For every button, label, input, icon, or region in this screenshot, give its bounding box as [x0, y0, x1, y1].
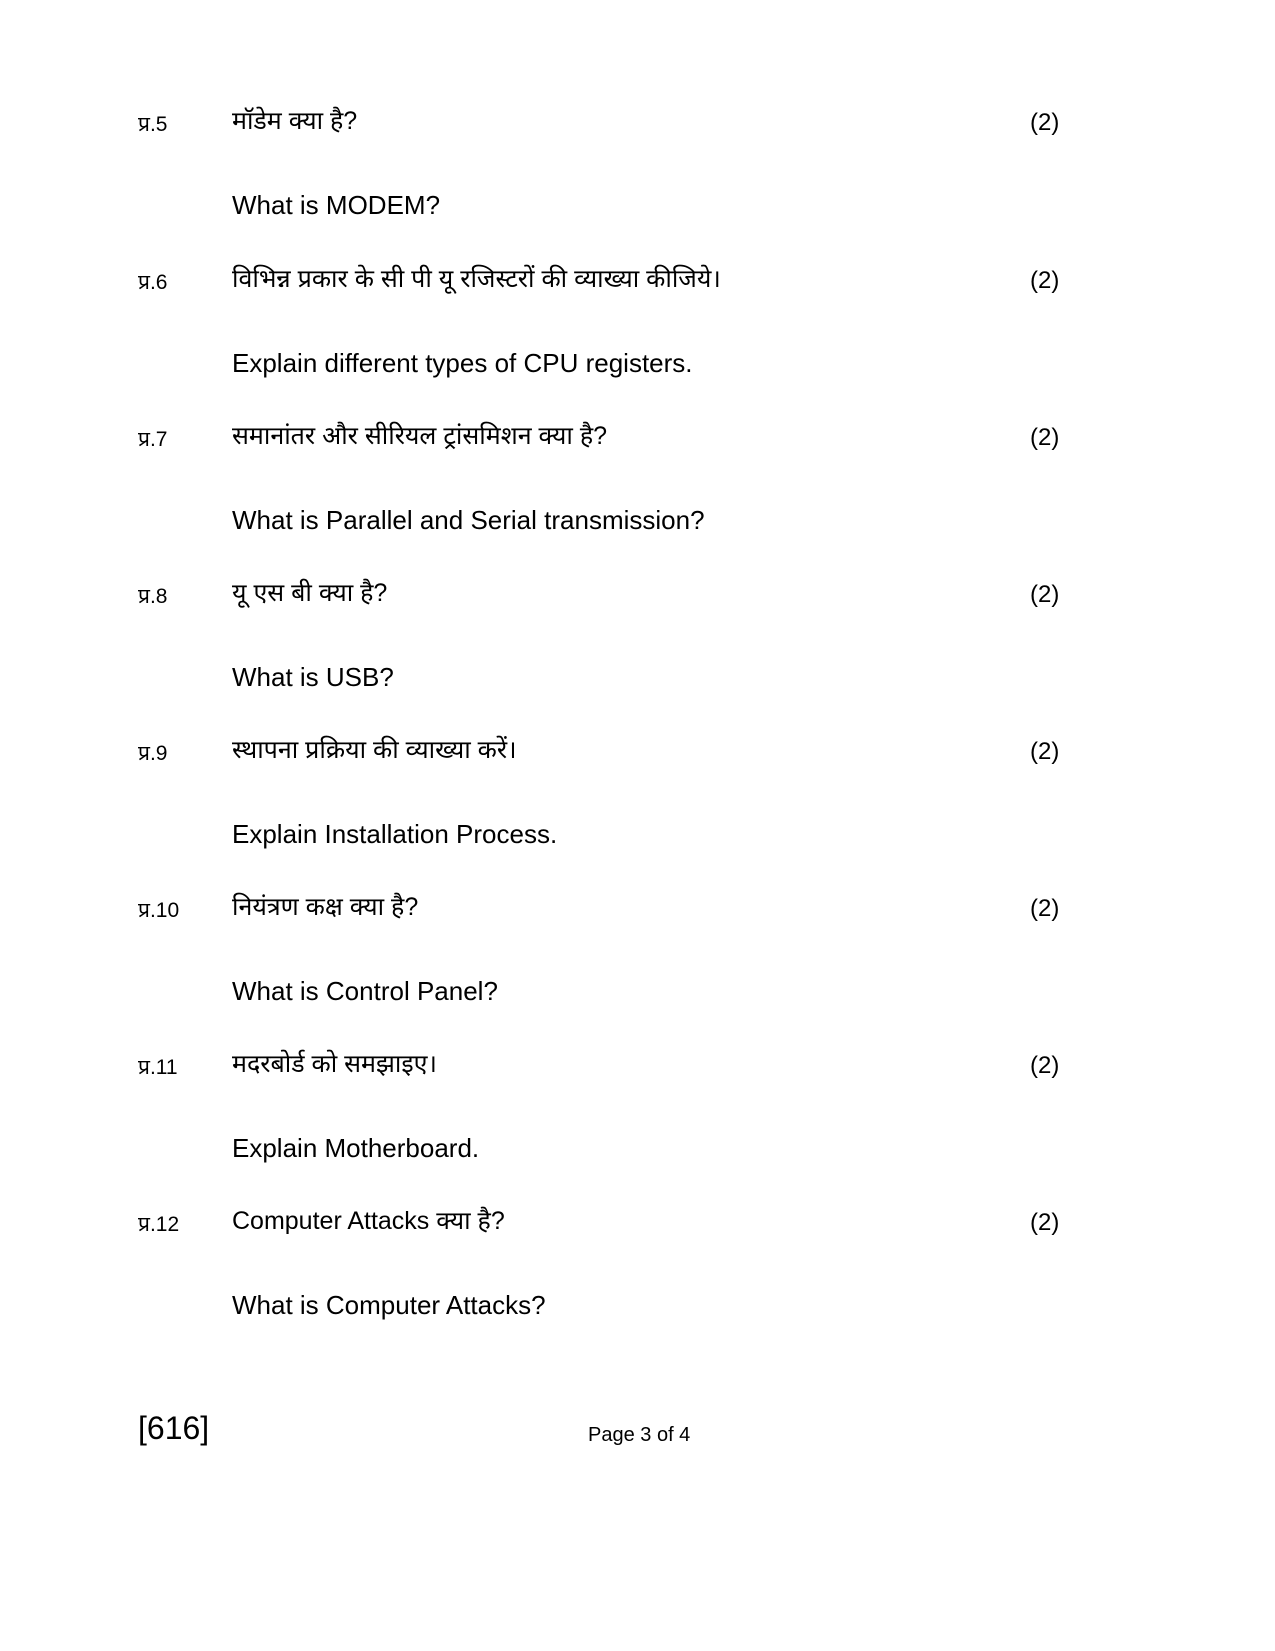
question-block	[0, 100, 1275, 260]
question-marks: (2)	[1030, 895, 1060, 922]
question-number: प्र.8	[138, 585, 168, 608]
question-marks: (2)	[1030, 424, 1060, 451]
question-hindi: नियंत्रण कक्ष क्या है?	[232, 893, 419, 921]
question-number: प्र.6	[138, 271, 168, 294]
question-block	[0, 729, 1275, 889]
question-marks: (2)	[1030, 267, 1060, 294]
question-english: What is Parallel and Serial transmission?	[232, 505, 705, 535]
question-marks: (2)	[1030, 581, 1060, 608]
question-english: Explain Motherboard.	[232, 1133, 480, 1163]
paper-code: [616]	[138, 1410, 210, 1446]
question-block	[0, 886, 1275, 1046]
question-hindi: यू एस बी क्या है?	[232, 579, 388, 607]
question-number: प्र.9	[138, 742, 168, 765]
question-marks: (2)	[1030, 109, 1060, 136]
question-number: प्र.11	[138, 1056, 178, 1079]
question-english: What is MODEM?	[232, 190, 441, 220]
question-marks: (2)	[1030, 1052, 1060, 1079]
question-english: What is USB?	[232, 662, 394, 692]
question-block	[0, 415, 1275, 575]
question-english: What is Control Panel?	[232, 976, 498, 1006]
question-hindi: मॉडेम क्या है?	[232, 107, 358, 135]
question-english: Explain Installation Process.	[232, 819, 558, 849]
question-number: प्र.7	[138, 428, 168, 451]
question-english: What is Computer Attacks?	[232, 1290, 546, 1320]
question-block	[0, 572, 1275, 732]
question-block	[0, 1043, 1275, 1203]
question-block	[0, 1200, 1275, 1360]
question-hindi: समानांतर और सीरियल ट्रांसमिशन क्या है?	[232, 422, 608, 450]
page-number: Page 3 of 4	[588, 1424, 691, 1446]
question-hindi: मदरबोर्ड को समझाइए।	[232, 1050, 437, 1078]
question-number: प्र.12	[138, 1213, 180, 1236]
question-hindi: Computer Attacks क्या है?	[232, 1207, 505, 1235]
question-hindi: स्थापना प्रक्रिया की व्याख्या करें।	[232, 736, 517, 764]
question-block	[0, 258, 1275, 418]
question-english: Explain different types of CPU registers.	[232, 348, 693, 378]
question-number: प्र.5	[138, 113, 168, 136]
question-number: प्र.10	[138, 899, 180, 922]
question-marks: (2)	[1030, 738, 1060, 765]
question-hindi: विभिन्न प्रकार के सी पी यू रजिस्टरों की व्याख्या कीजिये।	[232, 265, 721, 293]
question-marks: (2)	[1030, 1209, 1060, 1236]
